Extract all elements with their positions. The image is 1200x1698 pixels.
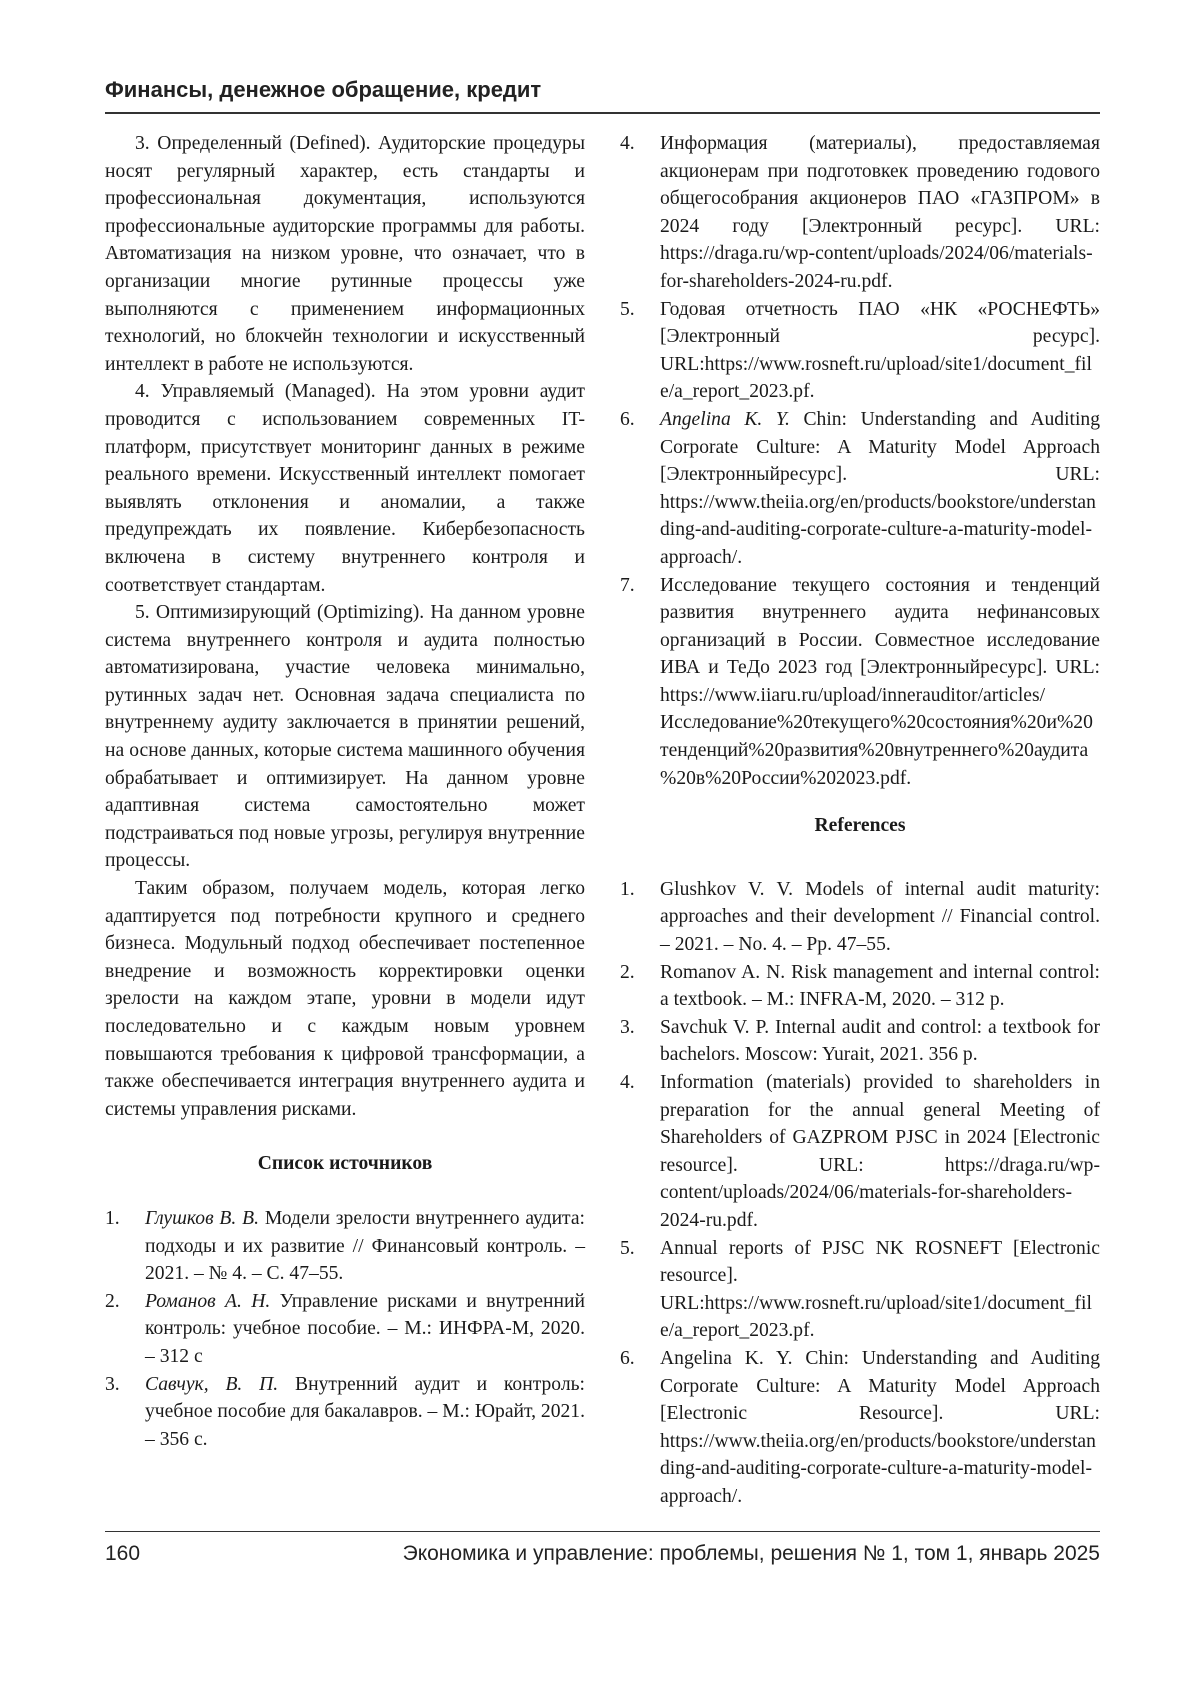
sources-list (105, 1205, 585, 1453)
list-item (620, 1235, 1100, 1345)
item-number: 1. (620, 876, 660, 959)
item-number: 3. (105, 1371, 145, 1454)
list-item (620, 1345, 1100, 1511)
list-item (105, 1288, 585, 1371)
citation: Chin: Understanding and Auditing Corporate Culture: A Maturity Model Approach [Электронныйресурс]. URL: https://www.theiia.org/en/products/bookstore/understanding-and-auditing-corporate-culture-a-maturity-model-approach/. (660, 409, 1100, 568)
citation: Savchuk V. P. Internal audit and control: a textbook for bachelors. Moscow: Yurait, 2021. 356 p. (660, 1014, 1100, 1069)
columns (105, 130, 1100, 1511)
citation: Glushkov V. V. Models of internal audit maturity: approaches and their development // Financial control. – 2021. – No. 4. – Pp. 47–55. (660, 876, 1100, 959)
header-rule (105, 112, 1100, 114)
paragraph: 3. Определенный (Defined). Аудиторские процедуры носят регулярный характер, есть стандарты и профессиональная документация, используются профессиональные аудиторские программы для работы. Автоматизация на низком уровне, что означает, что в организации многие рутинные процессы уже выполняются с применением информационных технологий, но блокчейн технологии и искусственный интеллект в работе не используются. (105, 130, 585, 378)
list-item (105, 1205, 585, 1288)
page-number: 160 (105, 1540, 140, 1568)
citation: Информация (материалы), предоставляемая акционерам при подготовкек проведению годового общегособрания акционеров ПАО «ГАЗПРОМ» в 2024 году [Электронный ресурс]. URL: https://draga.ru/wp-content/uploads/2024/06/materials-for-shareholders-2024-ru.pdf. (660, 130, 1100, 296)
list-item (620, 406, 1100, 572)
item-number: 5. (620, 296, 660, 406)
paragraph: 5. Оптимизирующий (Optimizing). На данном уровне система внутреннего контроля и аудита полностью автоматизирована, участие человека минимально, рутинных задач нет. Основная задача специалиста по внутреннему аудиту заключается в принятии решений, на основе данных, которые система машинного обучения обрабатывает и оптимизирует. На данном уровне адаптивная система самостоятельно может подстраиваться под новые угрозы, регулируя внутренние процессы. (105, 599, 585, 875)
item-number: 4. (620, 1069, 660, 1235)
item-number: 4. (620, 130, 660, 296)
item-number: 6. (620, 406, 660, 572)
list-item (105, 1371, 585, 1454)
author: Савчук, В. П. (145, 1374, 278, 1395)
sources-heading: Список источников (105, 1150, 585, 1178)
citation: Внутренний аудит и контроль: учебное пособие для бакалавров. – М.: Юрайт, 2021. – 356 с. (145, 1374, 585, 1450)
right-column (620, 130, 1100, 1511)
citation: Управление рисками и внутренний контроль: учебное пособие. – М.: ИНФРА-М, 2020. – 312 с (145, 1291, 585, 1367)
list-item (620, 572, 1100, 793)
references-list (620, 876, 1100, 1511)
running-header: Финансы, денежное обращение, кредит (105, 76, 1100, 104)
references-heading: References (620, 812, 1100, 840)
footer (105, 1540, 1100, 1568)
item-number: 2. (620, 959, 660, 1014)
item-number: 2. (105, 1288, 145, 1371)
citation: Исследование текущего состояния и тенденций развития внутреннего аудита нефинансовых организаций в России. Совместное исследование ИВА и ТеДо 2023 год [Электронныйресурс]. URL: https://www.iiaru.ru/upload/innerauditor/articles/Исследование%20текущего%20состояния%20и%20тенденций%20развития%20внутреннего%20аудита%20в%20России%202023.pdf. (660, 572, 1100, 793)
author: Глушков В. В. (145, 1208, 259, 1229)
item-number: 5. (620, 1235, 660, 1345)
item-number: 6. (620, 1345, 660, 1511)
item-number: 7. (620, 572, 660, 793)
left-column (105, 130, 585, 1453)
paragraph: Таким образом, получаем модель, которая легко адаптируется под потребности крупного и среднего бизнеса. Модульный подход обеспечивает постепенное внедрение и возможность корректировки оценки зрелости на каждом этапе, уровни в модели идут последовательно и с каждым новым уровнем повышаются требования к цифровой трансформации, а также обеспечивается интеграция внутреннего аудита и системы управления рисками. (105, 875, 585, 1123)
item-number: 3. (620, 1014, 660, 1069)
sources-list-continued (620, 130, 1100, 792)
citation: Romanov A. N. Risk management and internal control: a textbook. – M.: INFRA-M, 2020. – 312 p. (660, 959, 1100, 1014)
paragraph: 4. Управляемый (Managed). На этом уровни аудит проводится с использованием современных IT- платформ, присутствует мониторинг данных в режиме реального времени. Искусственный интеллект помогает выявлять отклонения и аномалии, а также предупреждать их появление. Кибербезопасность включена в систему внутреннего контроля и соответствует стандартам. (105, 378, 585, 599)
list-item (620, 130, 1100, 296)
citation: Angelina K. Y. Chin: Understanding and Auditing Corporate Culture: A Maturity Model Approach [Electronic Resource]. URL: https://www.theiia.org/en/products/bookstore/understanding-and-auditing-corporate-culture-a-maturity-model-approach/. (660, 1345, 1100, 1511)
citation: Годовая отчетность ПАО «НК «РОСНЕФТЬ» [Электронный ресурс]. URL:https://www.rosneft.ru/upload/site1/document_file/a_report_2023.pf. (660, 296, 1100, 406)
citation: Information (materials) provided to shareholders in preparation for the annual general Meeting of Shareholders of GAZPROM PJSC in 2024 [Electronic resource]. URL: https://draga.ru/wp-content/uploads/2024/06/materials-for-shareholders-2024-ru.pdf. (660, 1069, 1100, 1235)
author: Angelina K. Y. (660, 409, 790, 430)
item-number: 1. (105, 1205, 145, 1288)
author: Романов А. Н. (145, 1291, 270, 1312)
citation: Модели зрелости внутреннего аудита: подходы и их развитие // Финансовый контроль. – 2021. – № 4. – С. 47–55. (145, 1208, 585, 1284)
journal-title: Экономика и управление: проблемы, решения № 1, том 1, январь 2025 (403, 1540, 1100, 1568)
list-item (620, 1014, 1100, 1069)
list-item (620, 876, 1100, 959)
citation: Annual reports of PJSC NK ROSNEFT [Electronic resource]. URL:https://www.rosneft.ru/upload/site1/document_file/a_report_2023.pf. (660, 1235, 1100, 1345)
list-item (620, 296, 1100, 406)
list-item (620, 959, 1100, 1014)
footer-rule (105, 1531, 1100, 1533)
page (0, 0, 1200, 1608)
list-item (620, 1069, 1100, 1235)
